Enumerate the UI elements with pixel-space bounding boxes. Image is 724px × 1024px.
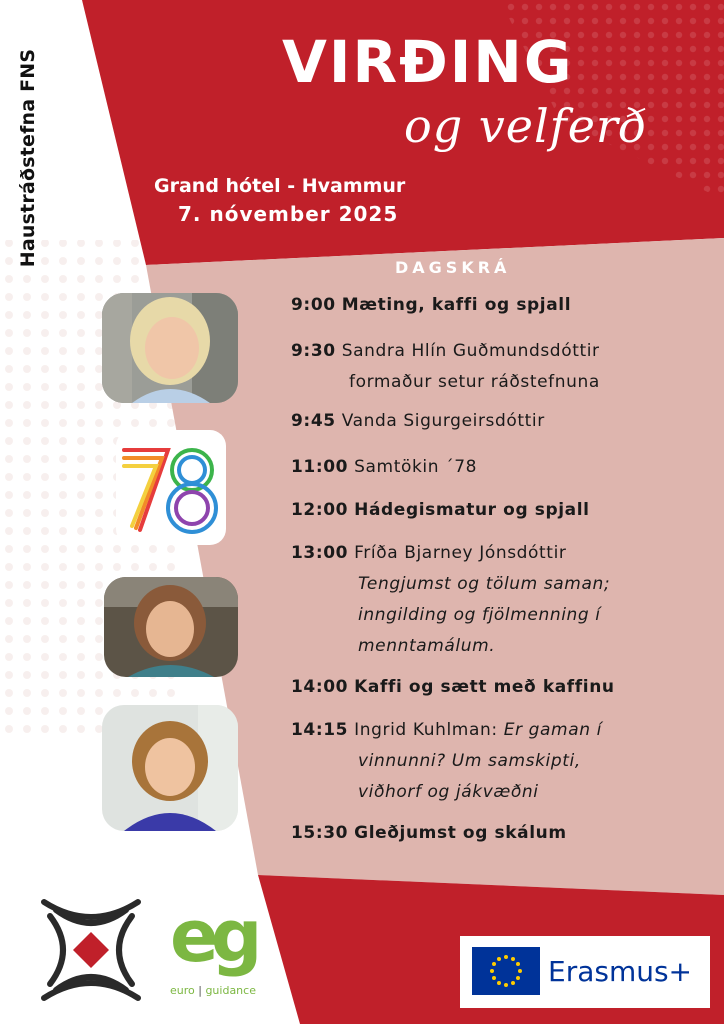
program-item xyxy=(291,672,711,703)
speaker-photo-frida xyxy=(104,577,238,677)
program-text: Kaffi og sætt með kaffinu xyxy=(354,677,615,697)
program-text: Fríða Bjarney Jónsdóttir xyxy=(354,543,567,563)
erasmus-text: Erasmus+ xyxy=(548,955,693,988)
fns-logo xyxy=(36,896,146,1004)
program-time: 14:15 xyxy=(291,720,349,740)
euroguidance-left: euro xyxy=(170,984,195,997)
program-description: Tengjumst og tölum saman; xyxy=(358,574,611,594)
program-description: vinnunni? Um samskipti, xyxy=(358,751,581,771)
euroguidance-logo: eg euro | guidance xyxy=(170,896,280,1006)
program-subtext: formaður setur ráðstefnuna xyxy=(349,372,600,392)
program-description: inngilding og fjölmenning í xyxy=(358,605,601,625)
program-time: 11:00 xyxy=(291,457,349,477)
program-item xyxy=(291,818,711,849)
speaker-photo-sandra xyxy=(102,293,238,403)
program-text: Hádegismatur og spjall xyxy=(354,500,590,520)
program-text: Samtökin ´78 xyxy=(354,457,478,477)
program-heading: DAGSKRÁ xyxy=(395,258,511,277)
eu-flag-icon xyxy=(472,947,540,995)
event-title: VIRÐING xyxy=(282,28,574,96)
program-description: Er gaman í xyxy=(503,720,602,740)
program-item xyxy=(291,452,711,483)
program-time: 9:00 xyxy=(291,295,336,315)
samtokin78-logo xyxy=(116,430,226,545)
speaker-photo-ingrid xyxy=(102,705,238,831)
euroguidance-right: guidance xyxy=(205,984,256,997)
program-text: Ingrid Kuhlman: xyxy=(354,720,498,740)
program-text: Sandra Hlín Guðmundsdóttir xyxy=(341,341,600,361)
program-description: menntamálum. xyxy=(358,636,496,656)
event-subtitle: og velferð xyxy=(404,99,648,153)
program-time: 15:30 xyxy=(291,823,349,843)
program-item xyxy=(291,406,711,437)
event-date: 7. nóvember 2025 xyxy=(178,202,399,226)
side-title: Haustráðstefna FNS xyxy=(17,48,39,268)
erasmus-logo xyxy=(460,936,710,1008)
program-text: Vanda Sigurgeirsdóttir xyxy=(341,411,545,431)
program-time: 9:30 xyxy=(291,341,336,361)
program-item xyxy=(291,495,711,526)
program-time: 12:00 xyxy=(291,500,349,520)
venue: Grand hótel - Hvammur xyxy=(154,175,406,197)
program-text: Gleðjumst og skálum xyxy=(354,823,567,843)
program-text: Mæting, kaffi og spjall xyxy=(341,295,572,315)
program-time: 13:00 xyxy=(291,543,349,563)
program-item xyxy=(291,538,711,662)
program-description: viðhorf og jákvæðni xyxy=(358,782,539,802)
program-time: 14:00 xyxy=(291,677,349,697)
program-item xyxy=(291,290,711,321)
program-item xyxy=(291,715,711,808)
euroguidance-mark: eg xyxy=(170,894,255,978)
program-time: 9:45 xyxy=(291,411,336,431)
program-item xyxy=(291,336,711,398)
